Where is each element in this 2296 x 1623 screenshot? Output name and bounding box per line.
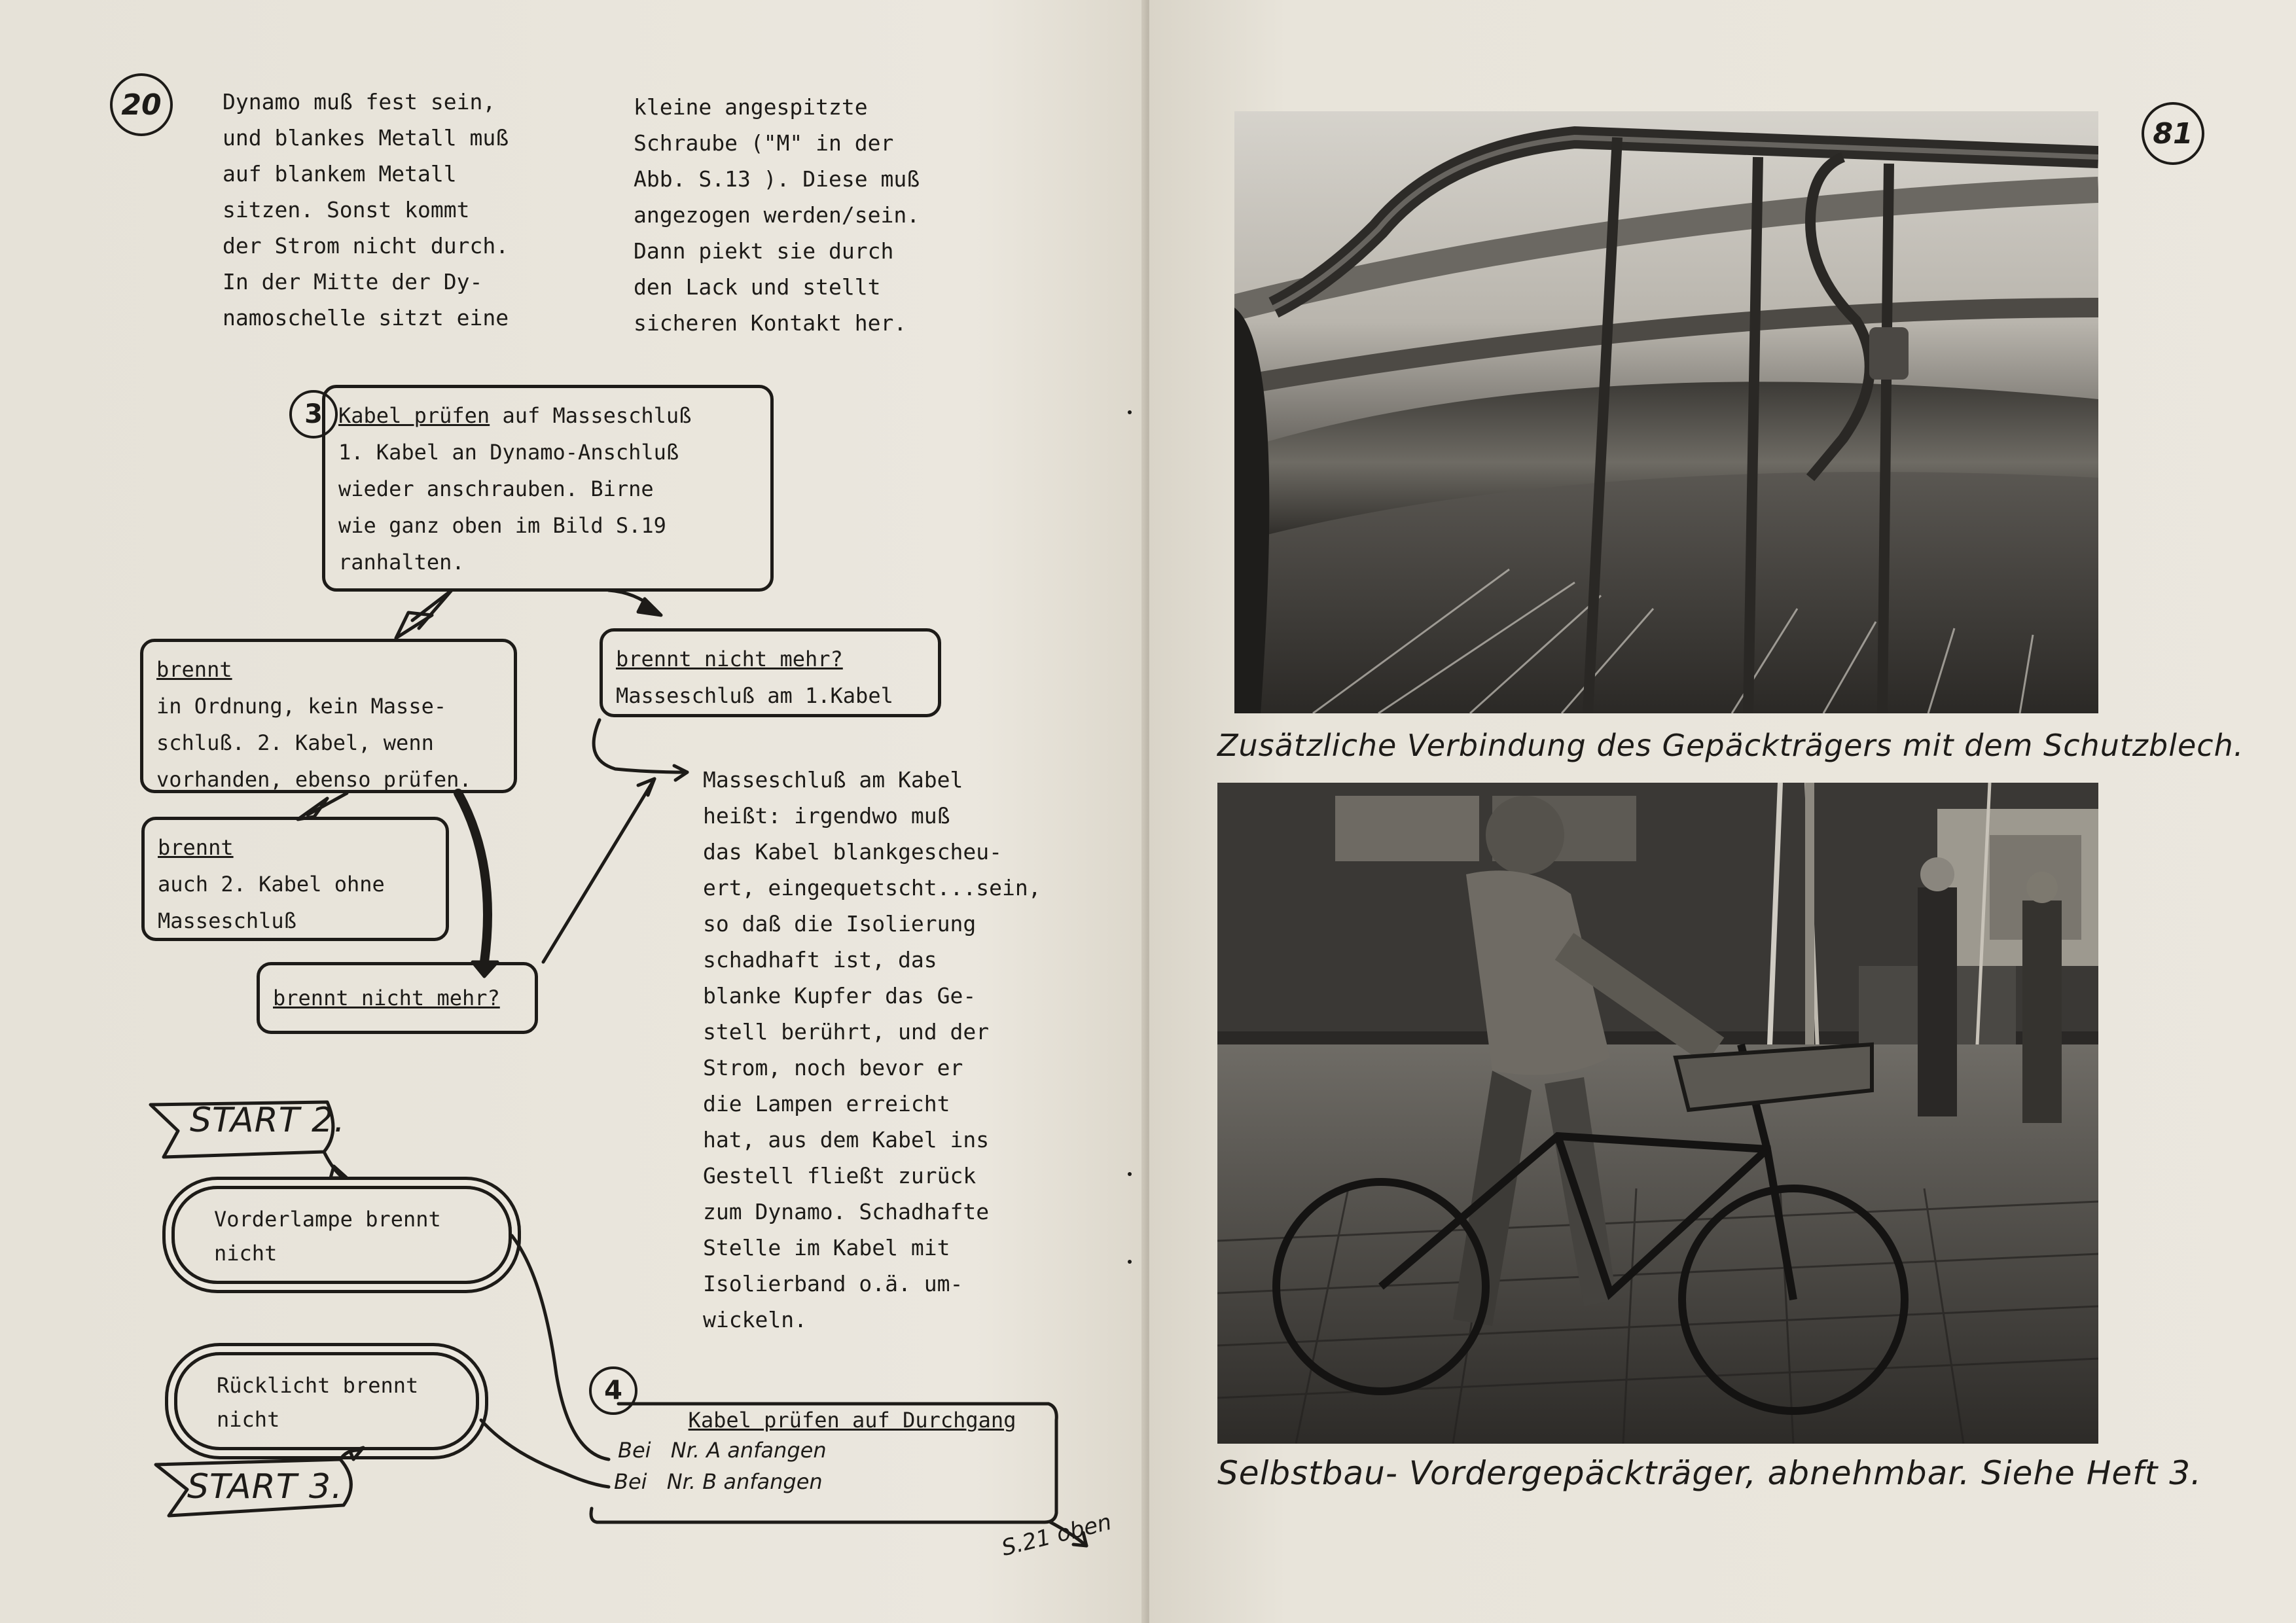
caption-photo-1: Zusätzliche Verbindung des Gepäckträgers mit dem Schutzblech.: [1217, 728, 2244, 763]
arrow-brennt1-to-brennt-nicht2: [458, 793, 488, 962]
masseschluss-explanation: Masseschluß am Kabel heißt: irgendwo muß das Kabel blankgescheu- ert, eingequetscht...sein, so daß die Isolierung schadhaft ist, das blanke Kupfer das Ge- stell berührt, und der Strom, noch bevor er die Lampen erreicht hat, aus dem Kabel ins Gestell fließt zurück zum Dynamo. Schadhafte Stelle im Kabel mit Isolierband o.ä. um- wickeln.: [703, 767, 1041, 1332]
step-4-number: 4: [589, 1366, 637, 1415]
step-4-outline: [591, 1404, 1056, 1522]
brennt-nicht-1-body: Masseschluß am 1.Kabel: [616, 683, 893, 708]
start-3-banner-shape: [156, 1459, 351, 1516]
brennt-2-title: brennt: [158, 835, 234, 860]
step-4-title: Kabel prüfen auf Durchgang: [688, 1408, 1016, 1433]
step-4-line2-prefix: Bei: [614, 1469, 647, 1494]
arrow-brennt1-to-brennt2: [308, 793, 347, 815]
next-page-reference: S.21 oben: [999, 1508, 1115, 1561]
right-page: [1149, 0, 2296, 1623]
step-4-line2: Nr. B anfangen: [666, 1469, 823, 1494]
step-3-title: Kabel prüfen: [338, 403, 490, 428]
flowchart-connectors: [0, 0, 1147, 1623]
photo-1-drawing: [1234, 111, 2098, 713]
brennt-nicht-2-title: brennt nicht mehr?: [273, 986, 500, 1010]
photo-2-drawing: [1217, 783, 2098, 1444]
brennt-1-body: in Ordnung, kein Masse- schluß. 2. Kabel, wenn vorhanden, ebenso prüfen.: [156, 694, 472, 792]
brennt-2-body: auch 2. Kabel ohne Masseschluß: [158, 872, 385, 933]
brennt-1-title: brennt: [156, 657, 232, 682]
start-3-banner: START 3.: [187, 1467, 343, 1507]
step-3-title-rest: auf Masseschluß: [490, 403, 692, 428]
vorderlampe-text: Vorderlampe brennt nicht: [214, 1207, 441, 1266]
caption-photo-2: Selbstbau- Vordergepäckträger, abnehmbar. Siehe Heft 3.: [1217, 1454, 2202, 1492]
left-page: [0, 0, 1147, 1623]
intro-column-2: kleine angespitzte Schraube ("M" in der Abb. S.13 ). Diese muß angezogen werden/sein. Dann piekt sie durch den Lack und stellt sicheren Kontakt her.: [634, 94, 920, 336]
arrow-vorderlampe-to-step4: [512, 1236, 609, 1459]
page-number-left: 20: [110, 73, 173, 136]
ruecklicht-text: Rücklicht brennt nicht: [217, 1373, 419, 1432]
start-2-banner: START 2.: [190, 1101, 346, 1140]
arrow-ruecklicht-to-step4: [481, 1420, 609, 1487]
arrow-explanation-to-brennt-nicht2: [543, 779, 655, 962]
start-2-banner-shape: [151, 1102, 333, 1157]
photo-luggage-carrier-closeup: [1234, 111, 2098, 713]
page-number-right: 81: [2142, 102, 2204, 165]
step-3-body: 1. Kabel an Dynamo-Anschluß wieder anschrauben. Birne wie ganz oben im Bild S.19 ranhalten.: [338, 440, 679, 575]
photo-man-with-bicycle: [1217, 783, 2098, 1444]
brennt-nicht-1-title: brennt nicht mehr?: [616, 647, 843, 671]
step-3-number: 3: [289, 390, 338, 438]
intro-column-1: Dynamo muß fest sein, und blankes Metall muß auf blankem Metall sitzen. Sonst kommt der Strom nicht durch. In der Mitte der Dy- namoschelle sitzt eine: [223, 89, 509, 330]
step-4-line1-prefix: Bei: [618, 1438, 651, 1463]
step-4-line1: Nr. A anfangen: [670, 1438, 827, 1463]
